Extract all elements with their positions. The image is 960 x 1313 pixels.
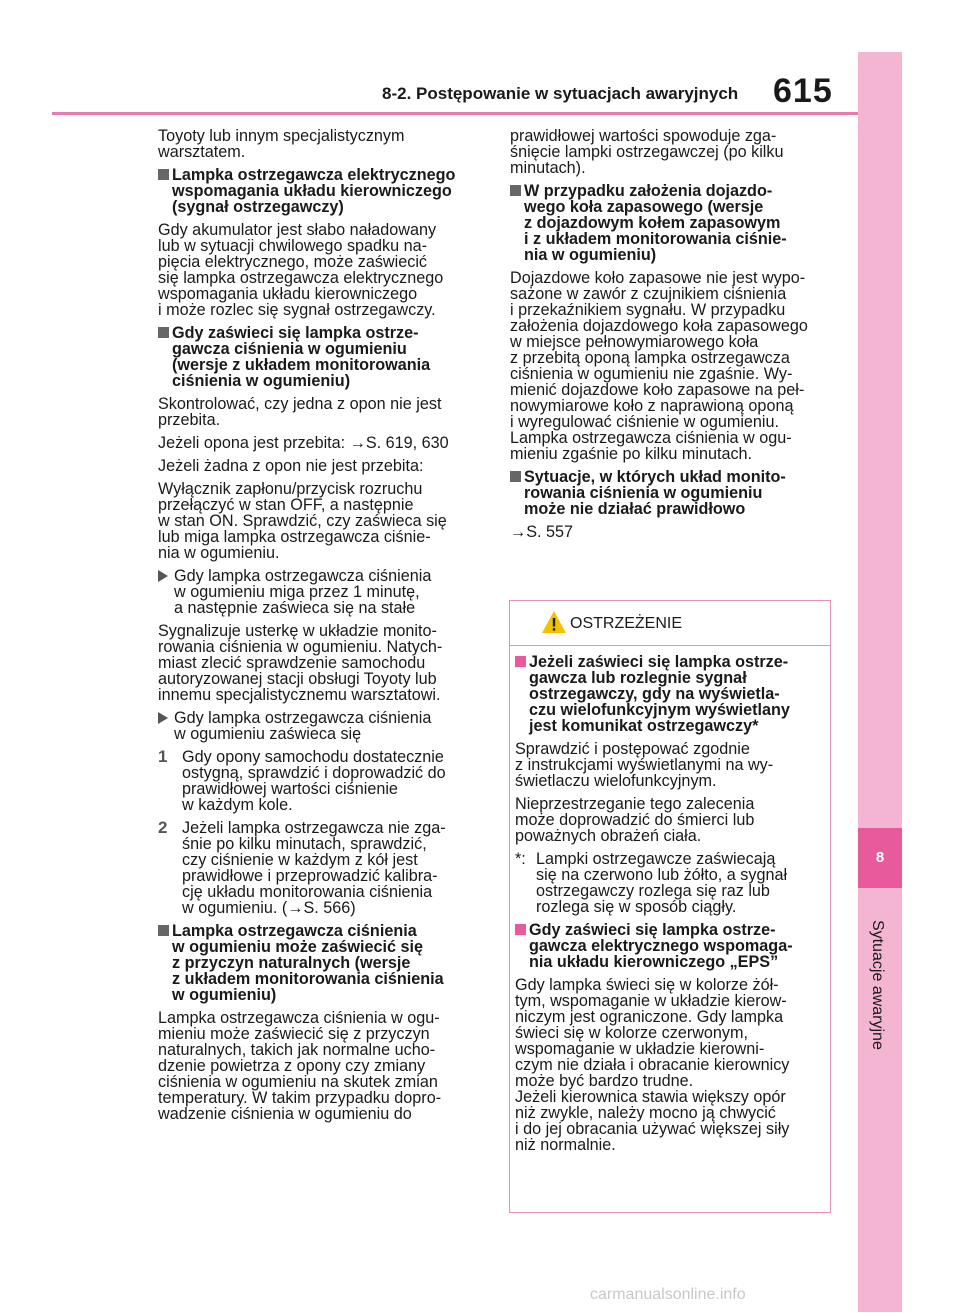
subheading-text: W przypadku założenia dojazdo- wego koła zapasowego (wersje z dojazdowym kołem zapasowym i z układem monitorowania ciśnie- nia w ogumieniu) [524, 182, 787, 264]
chapter-label: Sytuacje awaryjne [869, 920, 886, 1050]
chapter-number: 8 [858, 828, 902, 888]
subheading-text: Gdy zaświeci się lampka ostrze- gawcza elektrycznego wspomaga- nia układu kierowniczego „EPS” [529, 921, 793, 971]
subheading-text: Lampka ostrzegawcza elektrycznego wspomagania układu kierowniczego (sygnał ostrzegawczy) [172, 166, 456, 216]
paragraph: Sprawdzić i postępować zgodnie z instrukcjami wyświetlanymi na wy- świetlaczu wielofunkcyjnym. [515, 740, 774, 790]
page-number: 615 [773, 72, 833, 110]
triangle-item [158, 710, 480, 742]
subheading [515, 654, 824, 734]
left-column [158, 128, 480, 1129]
paragraph-reference: →S. 557 [510, 523, 573, 541]
paragraph: Dojazdowe koło zapasowe nie jest wypo- sażone w zawór z czujnikiem ciśnienia i przekaźnikiem sygnału. W przypadku założenia dojazdowego koła zapasowego w miejsce pełnowymiarowego koła z przebitą oponą lampka ostrzegawcza ciśnienia w ogumieniu nie zgaśnie. Wy- mienić dojazdowe koło zapasowe na peł- nowymiarowe koło z naprawioną oponą i wyregulować ciśnienie w ogumieniu. Lampka ostrzegawcza ciśnienia w ogu- mieniu zgaśnie po kilku minutach. [510, 269, 808, 463]
subheading-text: Jeżeli zaświeci się lampka ostrze- gawcza lub rozlegnie sygnał ostrzegawczy, gdy na wyświetla- czu wielofunkcyjnym wyświetlany jest komunikat ostrzegawczy* [529, 653, 790, 735]
paragraph: Nieprzestrzeganie tego zalecenia może doprowadzić do śmierci lub poważnych obrażeń ciała. [515, 795, 755, 845]
triangle-bullet-icon [158, 570, 168, 582]
paragraph: Gdy lampka świeci się w kolorze żół- tym, wspomaganie w układzie kierow- niczym jest ograniczone. Gdy lampka świeci się w kolorze czerwonym, wspomaganie w układzie kierowni- czym nie działa i obracanie kierownicy może być bardzo trudne. Jeżeli kierownica stawia większy opór niż zwykle, należy mocno ją chwycić i do jej obracania używać większej siły niż normalnie. [515, 976, 790, 1154]
footnote [515, 851, 824, 915]
subheading-text: Lampka ostrzegawcza ciśnienia w ogumieniu może zaświecić się z przyczyn naturalnych (wersje z układem monitorowania ciśnienia w ogumieniu) [172, 922, 444, 1004]
triangle-item [158, 568, 480, 616]
square-bullet-icon [510, 471, 521, 482]
step-number: 1 [158, 747, 168, 766]
warning-header [510, 601, 830, 646]
square-bullet-icon [158, 327, 169, 338]
section-title: 8-2. Postępowanie w sytuacjach awaryjnych [382, 84, 739, 103]
paragraph-reference: Jeżeli opona jest przebita: →S. 619, 630 [158, 434, 449, 452]
header-divider [52, 112, 860, 115]
paragraph: Skontrolować, czy jedna z opon nie jest przebita. [158, 395, 442, 429]
paragraph: Wyłącznik zapłonu/przycisk rozruchu przełączyć w stan OFF, a następnie w stan ON. Sprawdzić, czy zaświeca się lub miga lampka ostrzegawcza ciśnie- nia w ogumieniu. [158, 480, 447, 562]
square-bullet-icon [515, 924, 526, 935]
watermark: carmanualsonline.info [590, 1286, 746, 1303]
step-text: Jeżeli lampka ostrzegawcza nie zga- śnie po kilku minutach, sprawdzić, czy ciśnienie w każdym z kół jest prawidłowe i przeprowadzić kalibra- cję układu monitorowania ciśnienia w ogumieniu. (→S. 566) [182, 819, 446, 917]
square-bullet-icon [510, 185, 521, 196]
warning-triangle-icon [541, 610, 567, 634]
paragraph: Jeżeli żadna z opon nie jest przebita: [158, 457, 424, 475]
warning-box [509, 600, 831, 1213]
footnote-mark: *: [515, 850, 526, 868]
subheading-text: Gdy zaświeci się lampka ostrze- gawcza ciśnienia w ogumieniu (wersje z układem monitorowania ciśnienia w ogumieniu) [172, 324, 431, 390]
triangle-bullet-icon [158, 712, 168, 724]
step-text: Gdy opony samochodu dostatecznie ostygną, sprawdzić i doprowadzić do prawidłowej wartości ciśnienie w każdym kole. [182, 748, 446, 814]
subheading [158, 167, 480, 215]
triangle-item-text: Gdy lampka ostrzegawcza ciśnienia w ogumieniu zaświeca się [174, 709, 432, 743]
numbered-step [158, 749, 480, 813]
subheading [510, 183, 832, 263]
square-bullet-icon [158, 925, 169, 936]
subheading [158, 923, 480, 1003]
square-bullet-icon [158, 169, 169, 180]
warning-body [510, 646, 830, 1153]
paragraph: prawidłowej wartości spowoduje zga- śnięcie lampki ostrzegawczej (po kilku minutach). [510, 127, 784, 177]
subheading-text: Sytuacje, w których układ monito- rowania ciśnienia w ogumieniu może nie działać prawidłowo [524, 468, 786, 518]
subheading [515, 922, 824, 970]
paragraph: Sygnalizuje usterkę w układzie monito- rowania ciśnienia w ogumieniu. Natych- miast zlecić sprawdzenie samochodu autoryzowanej stacji obsługi Toyoty lub innemu specjalistycznemu warsztatowi. [158, 622, 443, 704]
square-bullet-icon [515, 656, 526, 667]
subheading [510, 469, 832, 517]
step-number: 2 [158, 818, 168, 837]
chapter-tab [858, 52, 902, 1312]
triangle-item-text: Gdy lampka ostrzegawcza ciśnienia w ogumieniu miga przez 1 minutę, a następnie zaświeca się na stałe [174, 567, 432, 617]
right-column [510, 128, 832, 547]
warning-title: OSTRZEŻENIE [570, 615, 683, 632]
numbered-step [158, 820, 480, 916]
subheading [158, 325, 480, 389]
paragraph: Lampka ostrzegawcza ciśnienia w ogu- mieniu może zaświecić się z przyczyn naturalnych, takich jak normalne ucho- dzenie powietrza z opony czy zmiany ciśnienia w ogumieniu na skutek zmian temperatury. W takim przypadku dopro- wadzenie ciśnienia w ogumieniu do [158, 1009, 442, 1123]
paragraph: Gdy akumulator jest słabo naładowany lub w sytuacji chwilowego spadku na- pięcia elektrycznego, może zaświecić się lampka ostrzegawcza elektrycznego wspomagania układu kierowniczego i może rozlec się sygnał ostrzegawczy. [158, 221, 444, 319]
paragraph: Toyoty lub innym specjalistycznym warsztatem. [158, 127, 405, 161]
footnote-text: Lampki ostrzegawcze zaświecają się na czerwono lub żółto, a sygnał ostrzegawczy rozlega się raz lub rozlega się w sposób ciągły. [536, 850, 788, 916]
